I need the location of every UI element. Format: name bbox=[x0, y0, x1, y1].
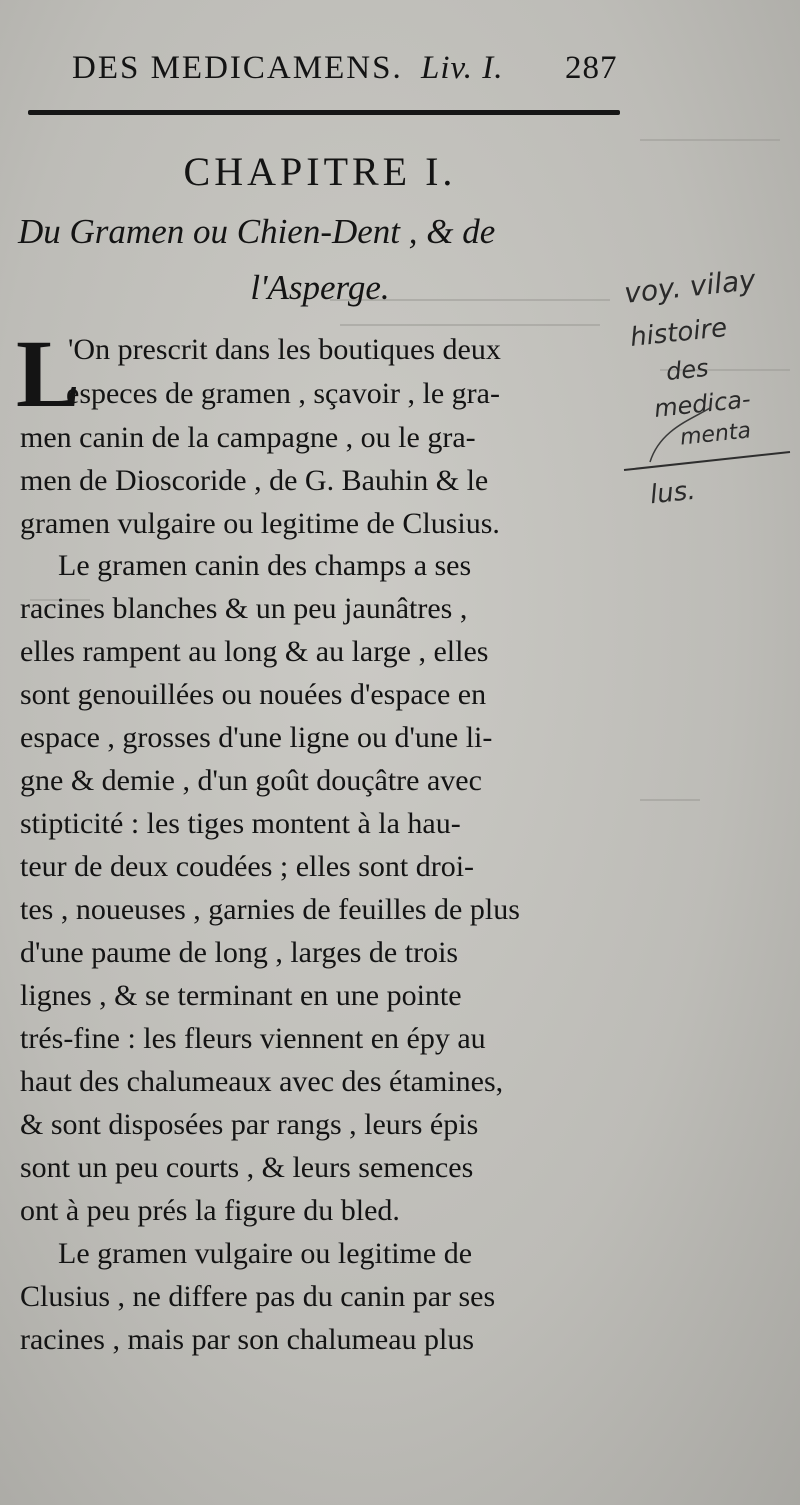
body-line: stipticité : les tiges montent à la hau- bbox=[20, 807, 461, 840]
body-line: tes , noueuses , garnies de feuilles de plus bbox=[20, 893, 520, 926]
body-line: gramen vulgaire ou legitime de Clusius. bbox=[20, 507, 500, 540]
body-line: haut des chalumeaux avec des étamines, bbox=[20, 1065, 504, 1098]
margin-note-line: voy. vilay bbox=[622, 263, 758, 310]
body-line: elles rampent au long & au large , elles bbox=[20, 635, 489, 668]
body-line: racines blanches & un peu jaunâtres , bbox=[20, 592, 468, 625]
body-line: Clusius , ne differe pas du canin par ses bbox=[20, 1280, 496, 1313]
page-number: 287 bbox=[565, 50, 618, 86]
margin-note-line: lus. bbox=[648, 475, 697, 511]
body-line: especes de gramen , sçavoir , le gra- bbox=[66, 377, 500, 410]
running-head bbox=[72, 50, 632, 96]
drop-cap: L bbox=[16, 320, 81, 427]
body-line: & sont disposées par rangs , leurs épis bbox=[20, 1108, 479, 1141]
running-head-title: DES MEDICAMENS. bbox=[72, 50, 403, 86]
body-line: trés-fine : les fleurs viennent en épy au bbox=[20, 1022, 486, 1055]
margin-note-strokes bbox=[620, 400, 796, 480]
body-line: sont un peu courts , & leurs semences bbox=[20, 1151, 474, 1184]
body-line: ont à peu prés la figure du bled. bbox=[20, 1194, 400, 1227]
chapter-subtitle-line-2: l'Asperge. bbox=[250, 268, 390, 307]
body-line: d'une paume de long , larges de trois bbox=[20, 936, 459, 969]
body-line: men de Dioscoride , de G. Bauhin & le bbox=[20, 464, 489, 497]
body-line: men canin de la campagne , ou le gra- bbox=[20, 421, 476, 454]
body-line: espace , grosses d'une ligne ou d'une li- bbox=[20, 721, 493, 754]
running-head-book: Liv. I. bbox=[421, 50, 504, 86]
margin-note-line: histoire bbox=[628, 312, 729, 354]
header-rule bbox=[28, 110, 620, 115]
body-line: Le gramen canin des champs a ses bbox=[58, 549, 472, 582]
body-line: teur de deux coudées ; elles sont droi- bbox=[20, 850, 475, 883]
body-line: lignes , & se terminant en une pointe bbox=[20, 979, 462, 1012]
body-line: sont genouillées ou nouées d'espace en bbox=[20, 678, 487, 711]
margin-note-line: medica- bbox=[652, 385, 752, 423]
margin-note-line: des bbox=[664, 353, 710, 387]
body-line: racines , mais par son chalumeau plus bbox=[20, 1323, 475, 1356]
body-line: Le gramen vulgaire ou legitime de bbox=[58, 1237, 473, 1270]
chapter-title: CHAPITRE I. bbox=[183, 149, 457, 194]
margin-note-line: menta bbox=[678, 418, 753, 451]
body-line: gne & demie , d'un goût douçâtre avec bbox=[20, 764, 482, 797]
body-line: 'On prescrit dans les boutiques deux bbox=[68, 333, 501, 366]
chapter-subtitle-line-1: Du Gramen ou Chien-Dent , & de bbox=[18, 212, 496, 251]
